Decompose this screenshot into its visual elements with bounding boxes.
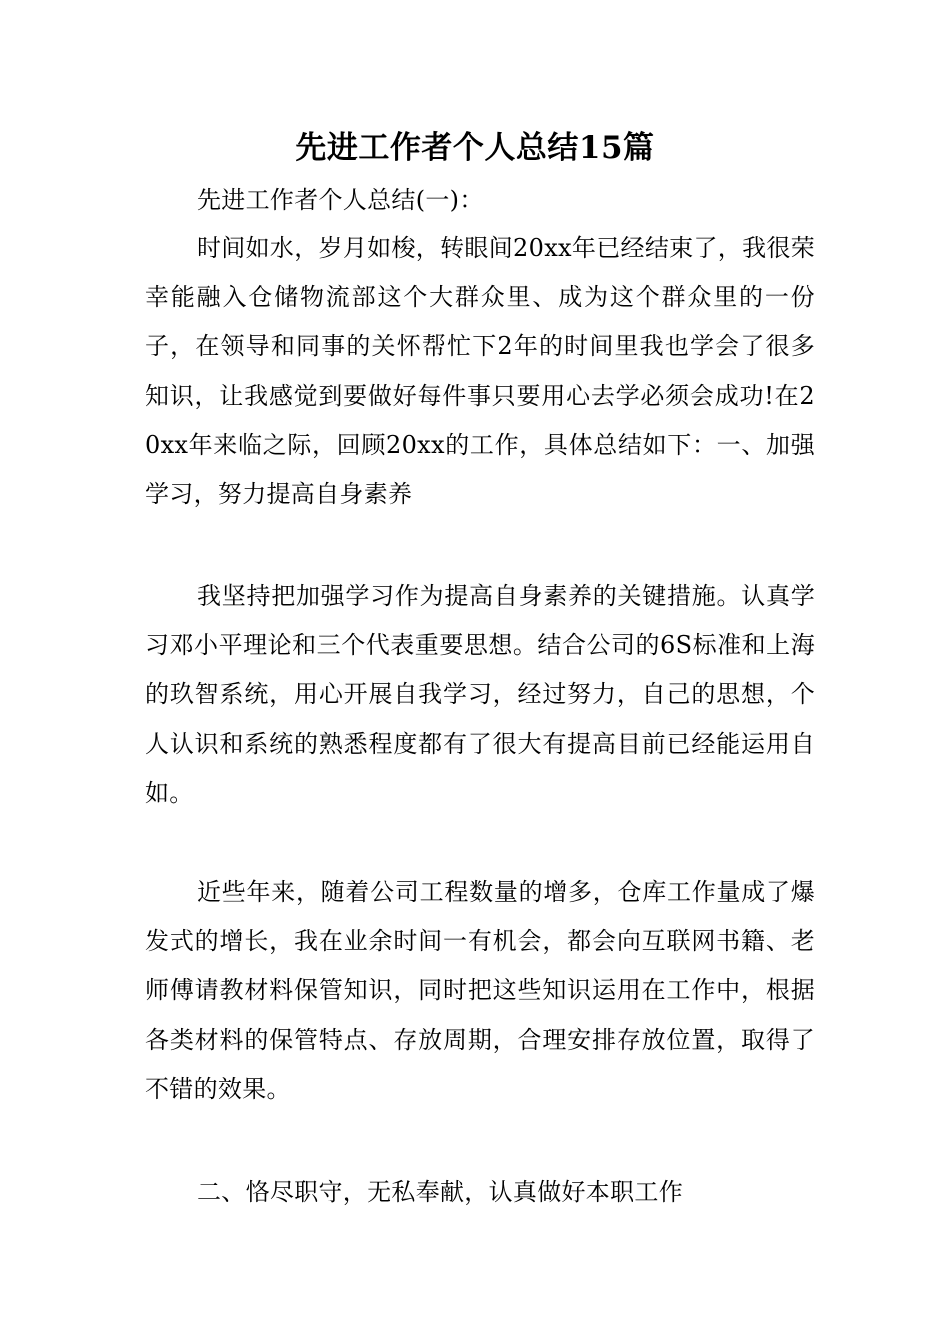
paragraph-warehouse: 近些年来，随着公司工程数量的增多，仓库工作量成了爆发式的增长，我在业余时间一有机会，都会向互联网书籍、老师傅请教材料保管知识，同时把这些知识运用在工作中，根据各类材料的保管特点、存放周期，合理安排存放位置，取得了不错的效果。 (145, 878, 815, 1103)
paragraph-study: 我坚持把加强学习作为提高自身素养的关键措施。认真学习邓小平理论和三个代表重要思想。结合公司的6S标准和上海的玖智系统，用心开展自我学习，经过努力，自己的思想，个人认识和系统的熟悉程度都有了很大有提高目前已经能运用自如。 (145, 582, 815, 807)
section-heading-two: 二、恪尽职守，无私奉献，认真做好本职工作 (197, 1178, 683, 1206)
section-subtitle: 先进工作者个人总结(一)： (197, 186, 484, 214)
document-title: 先进工作者个人总结15篇 (295, 130, 655, 166)
paragraph-intro: 时间如水，岁月如梭，转眼间20xx年已经结束了，我很荣幸能融入仓储物流部这个大群众里、成为这个群众里的一份子，在领导和同事的关怀帮忙下2年的时间里我也学会了很多知识，让我感觉到要做好每件事只要用心去学必须会成功!在20xx年来临之际，回顾20xx的工作，具体总结如下：一、加强学习，努力提高自身素养 (145, 234, 815, 509)
